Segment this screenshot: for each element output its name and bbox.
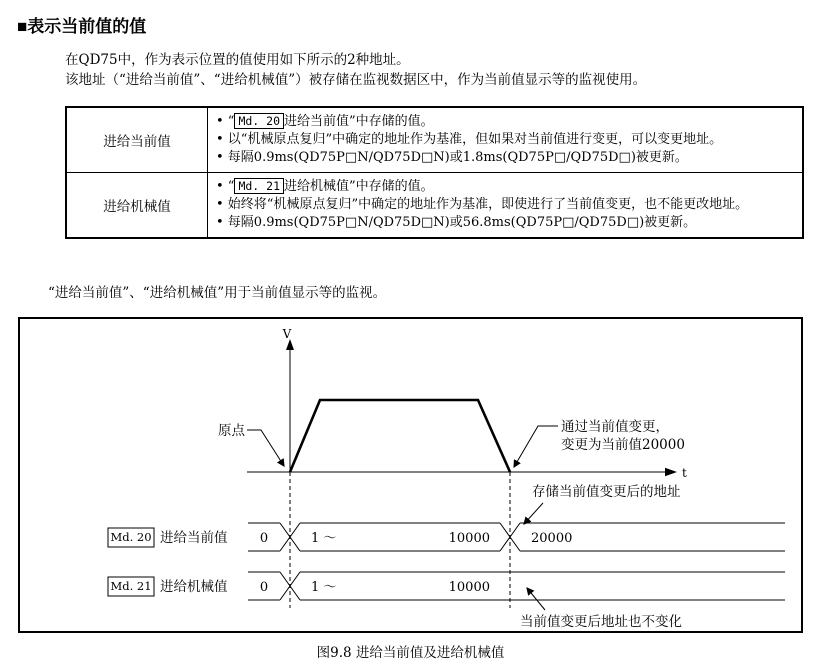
intro-line-1: 在QD75中，作为表示位置的值使用如下所示的2种地址。: [65, 52, 410, 68]
md20-value-1: 1 ～: [311, 531, 337, 546]
md20-value-10000: 10000: [448, 531, 490, 546]
md21-tag: Md. 21: [234, 178, 284, 194]
t-axis-arrowhead: [665, 468, 677, 477]
monitor-note: “进给当前值”、“进给机械值”用于当前值显示等的监视。: [48, 285, 387, 301]
intro-line-2: 该地址（“进给当前值”、“进给机械值”）被存储在监视数据区中，作为当前值显示等的监视使用。: [65, 72, 647, 88]
change-note-line-1: 通过当前值变更，: [561, 419, 669, 435]
address-table: [65, 106, 804, 239]
row-desc-feed-current-value: [208, 107, 804, 173]
velocity-profile: [290, 400, 510, 472]
origin-arrow: [247, 430, 284, 466]
change-note-arrow: [514, 426, 558, 467]
md20-tag: Md. 20: [234, 113, 284, 129]
bullet-update-cycle-machine: • 每隔0.9ms(QD75P□N/QD75D□N)或56.8ms(QD75P□/QD75D□)被更新。: [216, 215, 697, 230]
store-note-arrow: [524, 503, 543, 524]
t-axis-label: t: [682, 466, 687, 480]
bullet-update-cycle-current: • 每隔0.9ms(QD75P□N/QD75D□N)或1.8ms(QD75P□/QD75D□)被更新。: [216, 150, 688, 165]
row-desc-feed-machine-value: [208, 173, 804, 239]
md20-tag-label: Md. 20: [110, 530, 152, 544]
v-axis-label: V: [282, 327, 292, 341]
md20-signal-name: 进给当前值: [160, 530, 228, 546]
table-row-feed-current-value: [66, 107, 803, 173]
section-heading: ■表示当前值的值: [17, 17, 147, 36]
md20-value-20000: 20000: [531, 531, 573, 546]
md21-signal-name: 进给机械值: [160, 579, 228, 595]
md21-tag-label: Md. 21: [110, 579, 152, 593]
md21-value-1: 1 ～: [311, 580, 337, 595]
origin-label: 原点: [218, 423, 245, 439]
intro-paragraph: [65, 50, 646, 90]
md20-value-0: 0: [259, 531, 269, 546]
bullet-address-changeable: • 以“机械原点复归”中确定的地址作为基准，但如果对当前值进行变更，可以变更地址。: [216, 132, 723, 147]
timing-diagram-canvas: [20, 319, 801, 631]
figure-caption: 图9.8 进给当前值及进给机械值: [316, 645, 505, 661]
bullet-address-not-changeable: • 始终将“机械原点复归”中确定的地址作为基准，即使进行了当前值变更，也不能更改地址。: [216, 197, 749, 212]
timing-diagram: [18, 317, 803, 633]
md21-value-0: 0: [259, 580, 269, 595]
row-label-feed-machine-value: 进给机械值: [66, 173, 208, 239]
table-row-feed-machine-value: [66, 173, 803, 239]
store-note-label: 存储当前值变更后的地址: [532, 484, 681, 500]
md21-value-10000: 10000: [448, 580, 490, 595]
change-note-line-2: 变更为当前值20000: [561, 437, 685, 453]
bullet-md20-stored-value: • “ Md. 20 进给当前值”中存储的值。: [216, 114, 434, 129]
bullet-md21-stored-value: • “ Md. 21 进给机械值”中存储的值。: [216, 179, 434, 194]
nochange-note-arrow: [527, 588, 545, 610]
row-label-feed-current-value: 进给当前值: [66, 107, 208, 173]
nochange-note-label: 当前值变更后地址也不变化: [520, 614, 682, 630]
